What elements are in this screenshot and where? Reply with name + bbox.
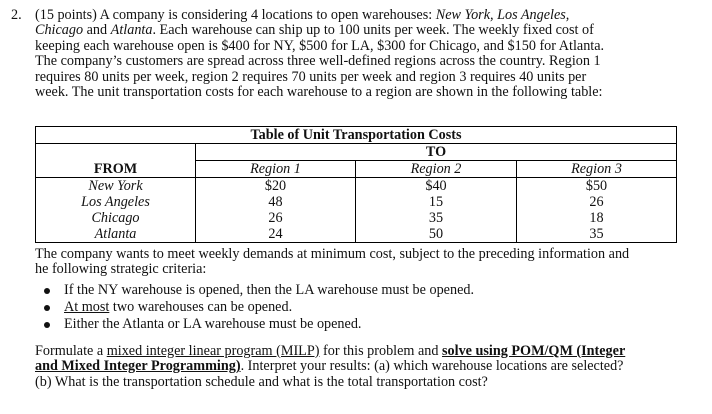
text-span: week. The unit transportation costs for each warehouse to a region are shown in the following table: — [35, 84, 603, 101]
transportation-cost-table — [35, 126, 677, 243]
cost-cell: 35 — [517, 226, 677, 243]
problem-line — [35, 54, 695, 69]
criterion-text: Either the Atlanta or LA warehouse must be opened. — [64, 315, 362, 332]
bullet-icon — [44, 322, 50, 328]
cost-cell: $20 — [196, 178, 356, 195]
cost-cell: 15 — [356, 194, 517, 210]
problem-line — [35, 23, 695, 38]
to-header: TO — [196, 144, 677, 161]
table-row — [36, 210, 677, 226]
cost-cell: $50 — [517, 178, 677, 195]
criteria-intro: The company wants to meet weekly demands at minimum cost, subject to the preceding information and — [35, 246, 630, 262]
text-span: and — [83, 22, 111, 39]
text-span: requires 80 units per week, region 2 requires 70 units per week and region 3 requires 40 units per — [35, 68, 587, 85]
cost-cell: 26 — [517, 194, 677, 210]
text-span: The company’s customers are spread across three well-defined regions across the country. Region 1 — [35, 53, 601, 70]
cost-cell: 26 — [196, 210, 356, 226]
warehouse-name: Atlanta — [36, 226, 196, 243]
task-paragraph — [35, 344, 695, 390]
cost-cell: $40 — [356, 178, 517, 195]
from-header: FROM — [36, 161, 196, 178]
text-span: Formulate a — [35, 342, 107, 359]
table-caption-row — [36, 127, 677, 144]
problem-line — [35, 70, 695, 85]
table-row — [36, 194, 677, 210]
task-line — [35, 375, 695, 390]
cost-cell: 35 — [356, 210, 517, 226]
bullet-icon — [44, 288, 50, 294]
text-span: for this problem and — [319, 342, 443, 359]
task-line — [35, 359, 695, 374]
criterion-emphasis: At most — [64, 298, 110, 315]
list-item — [35, 282, 695, 299]
location-names: New York, Los Angeles, — [435, 7, 570, 23]
criterion-text: two warehouses can be opened. — [109, 298, 293, 315]
criteria-list — [35, 282, 695, 333]
text-span: keeping each warehouse open is $400 for NY, $500 for LA, $300 for Chicago, and $150 for Atlanta. — [35, 37, 605, 54]
location-name: Chicago — [35, 22, 84, 39]
problem-line — [35, 85, 695, 100]
table-row — [36, 178, 677, 195]
warehouse-name: Los Angeles — [36, 194, 196, 210]
list-item — [35, 299, 695, 316]
cost-cell: 18 — [517, 210, 677, 226]
table-to-row — [36, 144, 677, 161]
cost-cell: 24 — [196, 226, 356, 243]
problem-statement — [11, 7, 695, 101]
text-span: (15 points) A company is considering 4 locations to open warehouses: — [35, 7, 436, 23]
cost-cell: 48 — [196, 194, 356, 210]
criteria-intro: he following strategic criteria: — [35, 261, 207, 278]
problem-paragraph — [35, 8, 695, 100]
text-span: . Each warehouse can ship up to 100 units per week. The weekly fixed cost of — [152, 22, 594, 39]
region-header: Region 2 — [356, 161, 517, 178]
cost-cell: 50 — [356, 226, 517, 243]
bullet-icon — [44, 305, 50, 311]
region-header: Region 3 — [517, 161, 677, 178]
criteria-section — [35, 247, 695, 390]
milp-term: mixed integer linear program (MILP) — [106, 342, 320, 359]
warehouse-name: New York — [36, 178, 196, 195]
text-span: (b) What is the transportation schedule and what is the total transportation cost? — [35, 373, 488, 390]
problem-line — [35, 8, 695, 23]
problem-line — [35, 39, 695, 54]
software-instruction: and Mixed Integer Programming) — [35, 358, 241, 375]
task-line — [35, 344, 695, 359]
cost-table-wrapper — [35, 126, 676, 243]
text-span: . Interpret your results: (a) which warehouse locations are selected? — [240, 358, 624, 375]
warehouse-name: Chicago — [36, 210, 196, 226]
region-header: Region 1 — [196, 161, 356, 178]
table-row — [36, 226, 677, 243]
problem-number: 2. — [11, 7, 22, 23]
criterion-text: If the NY warehouse is opened, then the LA warehouse must be opened. — [64, 281, 475, 298]
empty-cell — [36, 144, 196, 161]
software-instruction: solve using POM/QM (Integer — [442, 342, 626, 359]
table-caption: Table of Unit Transportation Costs — [36, 127, 677, 144]
location-name: Atlanta — [110, 22, 153, 39]
table-header-row — [36, 161, 677, 178]
list-item — [35, 316, 695, 333]
